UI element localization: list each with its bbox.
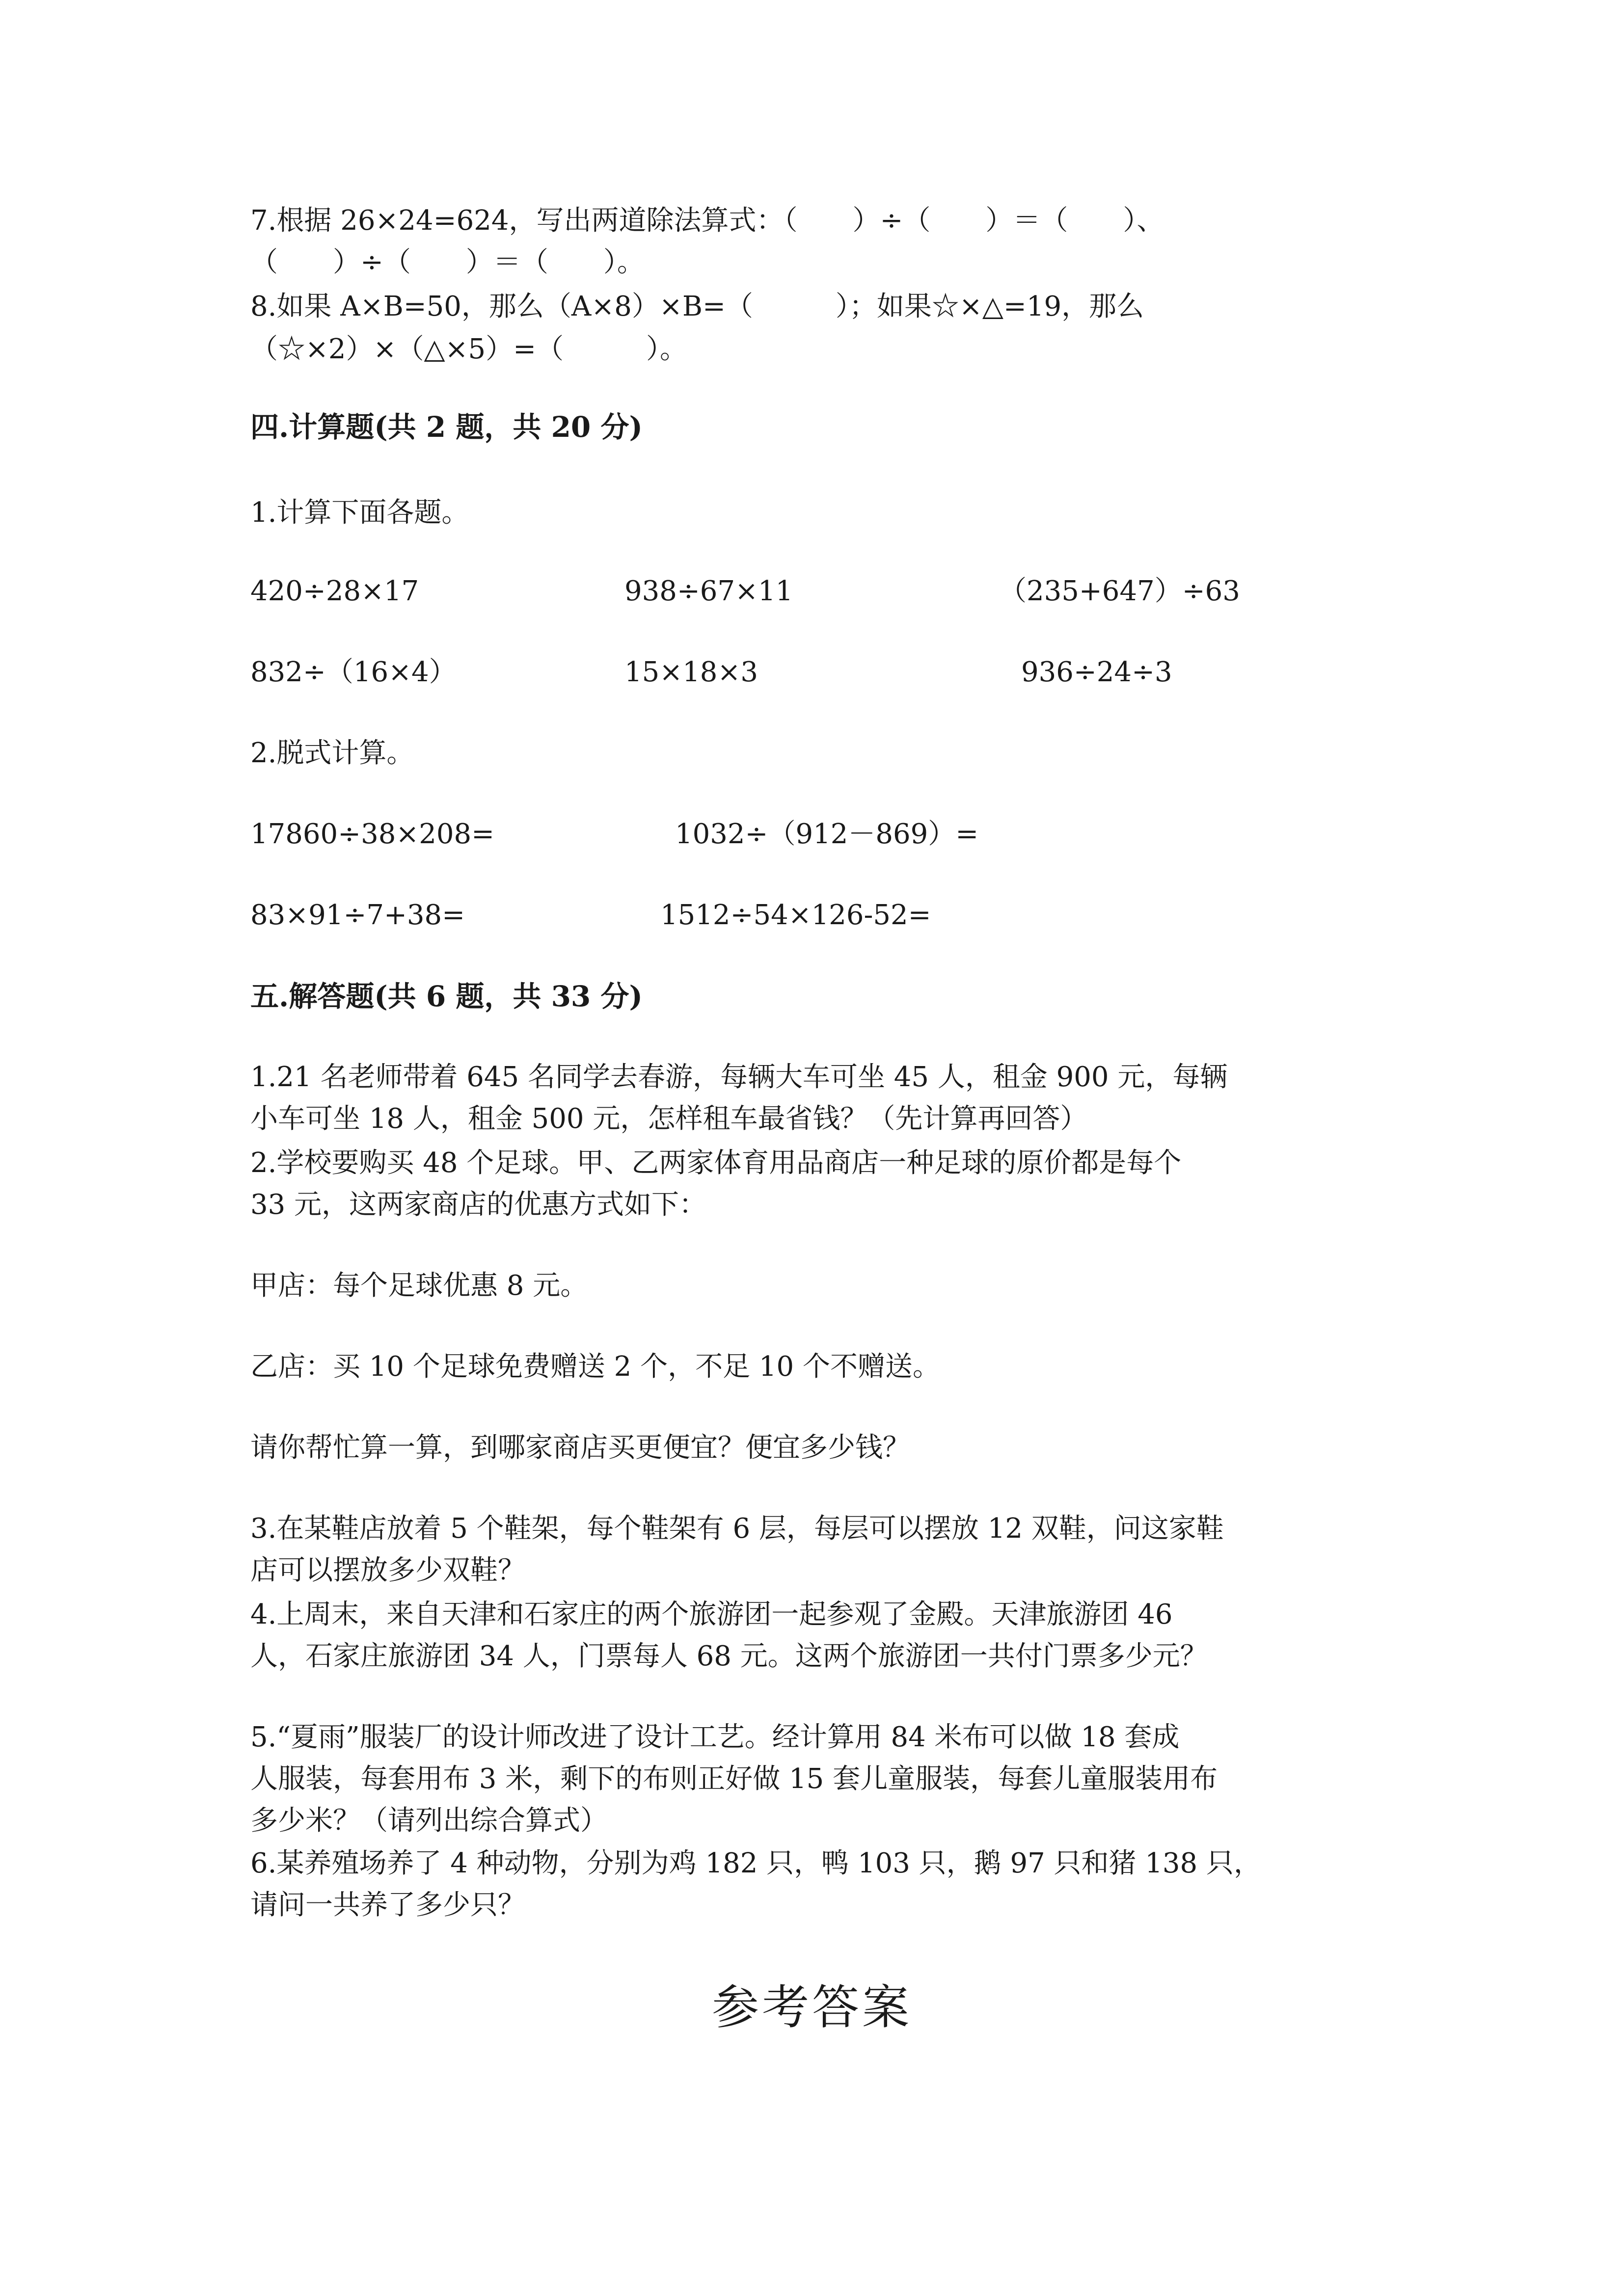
calc-item: 938÷67×11 <box>624 575 793 607</box>
question-8-line-1: 8.如果 A×B=50，那么（A×8）×B=（ ）；如果☆×△=19，那么 <box>250 291 1144 322</box>
problem-2-line-2: 33 元，这两家商店的优惠方式如下： <box>250 1189 707 1221</box>
problem-5-line-3: 多少米？（请列出综合算式） <box>250 1805 608 1837</box>
problem-1-line-1: 1.21 名老师带着 645 名同学去春游，每辆大车可坐 45 人，租金 900 元，每辆 <box>250 1061 1228 1093</box>
question-7-line-1: 7.根据 26×24=624，写出两道除法算式：（ ）÷（ ）＝（ ）、 <box>250 205 1164 237</box>
problem-6-line-1: 6.某养殖场养了 4 种动物，分别为鸡 182 只，鸭 103 只，鹅 97 只和猪 138 只， <box>250 1847 1261 1879</box>
section-4-heading: 四.计算题(共 2 题，共 20 分) <box>250 410 643 444</box>
calc-item: 17860÷38×208= <box>250 818 495 850</box>
problem-3-line-1: 3.在某鞋店放着 5 个鞋架，每个鞋架有 6 层，每层可以摆放 12 双鞋，问这家鞋 <box>250 1513 1224 1545</box>
problem-2-shop-b: 乙店：买 10 个足球免费赠送 2 个，不足 10 个不赠送。 <box>250 1351 940 1383</box>
calc-item: 83×91÷7+38= <box>250 899 465 931</box>
calc-item: 15×18×3 <box>624 656 758 688</box>
calc-item: 832÷（16×4） <box>250 656 457 688</box>
problem-1-line-2: 小车可坐 18 人，租金 500 元，怎样租车最省钱？（先计算再回答） <box>250 1103 1088 1135</box>
calc-item: （235+647）÷63 <box>999 575 1240 607</box>
calc-item: 1512÷54×126-52= <box>660 899 931 931</box>
problem-5-line-1: 5.“夏雨”服装厂的设计师改进了设计工艺。经计算用 84 米布可以做 18 套成 <box>250 1721 1180 1753</box>
answers-title: 参考答案 <box>712 1980 912 2035</box>
problem-4-line-2: 人，石家庄旅游团 34 人，门票每人 68 元。这两个旅游团一共付门票多少元？ <box>250 1640 1208 1672</box>
question-8-line-2: （☆×2）×（△×5）=（ ）。 <box>250 333 688 365</box>
section-5-heading: 五.解答题(共 6 题，共 33 分) <box>250 980 643 1013</box>
section-4-q1-title: 1.计算下面各题。 <box>250 497 469 529</box>
section-4-q2-title: 2.脱式计算。 <box>250 737 414 769</box>
problem-6-line-2: 请问一共养了多少只？ <box>250 1889 525 1921</box>
problem-4-line-1: 4.上周末，来自天津和石家庄的两个旅游团一起参观了金殿。天津旅游团 46 <box>250 1599 1173 1630</box>
calc-item: 420÷28×17 <box>250 575 419 607</box>
problem-5-line-2: 人服装，每套用布 3 米，剩下的布则正好做 15 套儿童服装，每套儿童服装用布 <box>250 1763 1218 1795</box>
problem-2-line-1: 2.学校要购买 48 个足球。甲、乙两家体育用品商店一种足球的原价都是每个 <box>250 1147 1182 1179</box>
question-7-line-2: （ ）÷（ ）＝（ ）。 <box>250 246 645 278</box>
calc-item: 936÷24÷3 <box>1021 656 1172 688</box>
problem-2-question: 请你帮忙算一算，到哪家商店买更便宜？便宜多少钱？ <box>250 1432 910 1464</box>
problem-3-line-2: 店可以摆放多少双鞋？ <box>250 1554 525 1586</box>
problem-2-shop-a: 甲店：每个足球优惠 8 元。 <box>250 1270 588 1302</box>
calc-item: 1032÷（912－869）= <box>675 818 979 850</box>
